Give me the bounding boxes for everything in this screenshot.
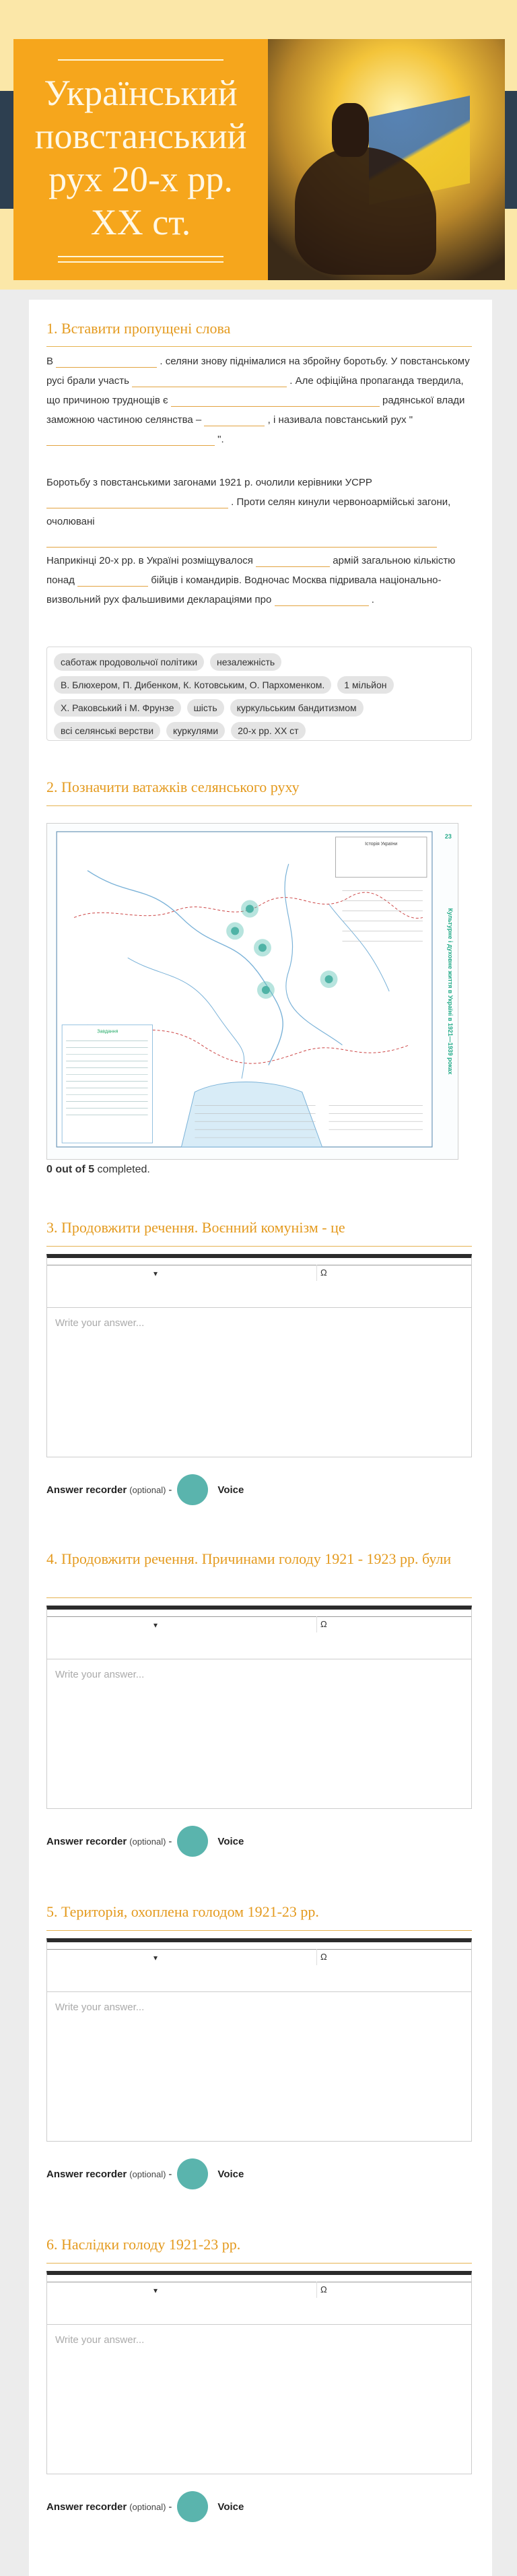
answer-textarea[interactable]: Write your answer...	[46, 1308, 472, 1457]
word-chip[interactable]: незалежність	[210, 653, 281, 671]
blank-input-9[interactable]	[77, 574, 148, 587]
recorder-label-text: Answer recorder	[46, 2168, 127, 2180]
task3-rule	[46, 1246, 472, 1247]
task1-paragraph-1	[46, 352, 472, 449]
recorder-label-text: Answer recorder	[46, 2501, 127, 2513]
header-banner	[0, 0, 517, 290]
map-hotspot[interactable]	[254, 939, 271, 956]
recorder-label	[46, 2501, 127, 2513]
map-header-text: Історія України	[365, 841, 398, 847]
recorder-optional: (optional)	[129, 2169, 166, 2179]
title-card	[13, 39, 268, 280]
title-rule-bottom	[58, 256, 223, 257]
title-rule-top	[58, 59, 223, 61]
text-fragment: , і називала повстанський рух "	[267, 414, 413, 426]
answer-textarea[interactable]: Write your answer...	[46, 2325, 472, 2474]
answer-textarea[interactable]: Write your answer...	[46, 1992, 472, 2142]
map-hotspot[interactable]	[226, 922, 244, 939]
recorder-dash: -	[168, 1484, 172, 1496]
special-chars-button[interactable]: Ω	[320, 1952, 327, 1962]
answer-editor-5	[46, 1938, 472, 2190]
word-chip[interactable]: Х. Раковський і М. Фрунзе	[54, 699, 181, 717]
completion-status	[46, 1164, 150, 1176]
sea-area	[181, 1082, 322, 1147]
recorder-dash: -	[168, 2168, 172, 2180]
text-fragment: . Проти селян кинули червоноармійські загони, очолювані	[46, 496, 451, 527]
task2-rule	[46, 805, 472, 806]
task2-title: 2. Позначити ватажків селянського руху	[46, 779, 300, 795]
recorder-optional: (optional)	[129, 1836, 166, 1847]
blank-input-4[interactable]	[204, 414, 265, 426]
task3-title: 3. Продовжити речення. Воєнний комунізм - це	[46, 1219, 345, 1236]
task1-title: 1. Вставити пропущені слова	[46, 320, 231, 337]
special-chars-button[interactable]: Ω	[320, 1619, 327, 1629]
toolbar-separator	[316, 1265, 317, 1281]
recorder-label-text: Answer recorder	[46, 1835, 127, 1847]
text-fragment: бійців і командирів. Водночас Москва підривала національно-визвольний рух фальшивими деклараціями про	[46, 574, 442, 605]
format-dropdown[interactable]: ▾	[153, 1269, 158, 1278]
text-fragment: . селяни знову піднімалися на збройну боротьбу. У повстанському русі брали участь	[46, 356, 470, 387]
task5-title: 5. Територія, охоплена голодом 1921-23 рр.	[46, 1903, 319, 1920]
task4-rule	[46, 1597, 472, 1598]
completion-suffix: completed.	[94, 1164, 150, 1175]
task1-rule	[46, 346, 472, 347]
task6-rule	[46, 2263, 472, 2264]
text-fragment: Боротьбу з повстанськими загонами 1921 р. очолили керівники УСРР	[46, 477, 372, 488]
toolbar-divider	[47, 1616, 471, 1617]
map-page-number: 23	[444, 832, 452, 840]
map-image	[46, 823, 458, 1160]
recorder-dash: -	[168, 2501, 172, 2513]
task1-paragraph-2	[46, 473, 472, 551]
blank-input-6[interactable]	[46, 496, 228, 508]
format-dropdown[interactable]: ▾	[153, 1620, 158, 1630]
map-hotspot[interactable]	[320, 970, 338, 988]
voice-record-button[interactable]	[177, 2158, 208, 2189]
toolbar-separator	[316, 1949, 317, 1965]
word-chip[interactable]: куркулями	[166, 722, 225, 739]
voice-label: Voice	[217, 2501, 244, 2513]
toolbar-separator	[316, 2282, 317, 2298]
text-fragment: В	[46, 356, 54, 367]
special-chars-button[interactable]: Ω	[320, 1267, 327, 1278]
text-fragment: радянської влади заможною частиною селянства –	[46, 395, 465, 426]
blank-input-2[interactable]	[132, 375, 287, 387]
editor-toolbar	[46, 1254, 472, 1308]
answer-recorder	[46, 1474, 472, 1506]
answer-recorder	[46, 1825, 472, 1857]
format-dropdown[interactable]: ▾	[153, 2286, 158, 2295]
toolbar-divider	[47, 1949, 471, 1950]
text-fragment: ".	[217, 434, 224, 445]
text-fragment: . Але офіційна пропаганда твердила, що причиною труднощів є	[46, 375, 464, 406]
recorder-label	[46, 2169, 127, 2180]
map-drawing	[47, 824, 458, 1159]
recorder-label	[46, 1836, 127, 1847]
task6-title: 6. Наслідки голоду 1921-23 рр.	[46, 2236, 241, 2253]
word-chip[interactable]: саботаж продовольчої політики	[54, 653, 204, 671]
blank-input-3[interactable]	[171, 395, 380, 407]
editor-toolbar	[46, 1938, 472, 1992]
word-bank	[46, 647, 472, 741]
answer-recorder	[46, 2158, 472, 2190]
word-chip[interactable]: всі селянські верстви	[54, 722, 160, 739]
map-hotspot[interactable]	[257, 981, 275, 999]
word-chip[interactable]: В. Блюхером, П. Дибенком, К. Котовським, О. Пархоменком.	[54, 676, 331, 694]
recorder-label	[46, 1484, 127, 1496]
map-side-caption: Культурне і духовне життя в Україні в 1921—1939 роках	[446, 908, 454, 1075]
word-chip[interactable]: шість	[187, 699, 224, 717]
map-legend	[62, 1025, 152, 1143]
voice-record-button[interactable]	[177, 1826, 208, 1857]
editor-toolbar	[46, 1606, 472, 1659]
legend-title: Завдання	[97, 1029, 118, 1034]
banner-illustration	[268, 39, 505, 280]
blank-input-5[interactable]	[46, 434, 215, 446]
task1-paragraph-3	[46, 551, 472, 609]
word-chip[interactable]: 1 мільйон	[337, 676, 393, 694]
text-fragment: армій загальною кількістю понад	[46, 555, 456, 586]
voice-record-button[interactable]	[177, 2491, 208, 2522]
blank-input-10[interactable]	[275, 594, 369, 606]
word-chip[interactable]: 20-х рр. XX ст	[231, 722, 305, 739]
rider-head-silhouette	[332, 103, 369, 157]
answer-textarea[interactable]: Write your answer...	[46, 1659, 472, 1809]
blank-input-8[interactable]	[256, 555, 330, 567]
recorder-dash: -	[168, 1835, 172, 1847]
voice-label: Voice	[217, 2168, 244, 2180]
special-chars-button[interactable]: Ω	[320, 2284, 327, 2294]
voice-label: Voice	[217, 1835, 244, 1847]
task5-rule	[46, 1930, 472, 1931]
recorder-optional: (optional)	[129, 2501, 166, 2512]
answer-recorder	[46, 2490, 472, 2523]
word-chip[interactable]: куркульським бандитизмом	[230, 699, 364, 717]
format-dropdown[interactable]: ▾	[153, 1953, 158, 1962]
text-fragment: Наприкінці 20-х рр. в Україні розміщувалося	[46, 555, 253, 566]
voice-label: Voice	[217, 1484, 244, 1496]
recorder-label-text: Answer recorder	[46, 1484, 127, 1496]
answer-editor-4	[46, 1606, 472, 1857]
toolbar-separator	[316, 1616, 317, 1632]
text-fragment: .	[371, 594, 374, 605]
editor-toolbar	[46, 2271, 472, 2325]
task4-title: 4. Продовжити речення. Причинами голоду 1921 - 1923 рр. були	[46, 1550, 452, 1567]
completion-count: 0 out of 5	[46, 1164, 95, 1175]
voice-record-button[interactable]	[177, 1474, 208, 1505]
blank-input-1[interactable]	[56, 356, 157, 368]
recorder-optional: (optional)	[129, 1484, 166, 1495]
page-title: Український повстанський рух 20-х рр. XX ст.	[34, 73, 247, 242]
map-hotspot[interactable]	[241, 900, 258, 918]
blank-input-7[interactable]	[46, 535, 437, 548]
answer-editor-3	[46, 1254, 472, 1506]
answer-editor-6	[46, 2271, 472, 2523]
